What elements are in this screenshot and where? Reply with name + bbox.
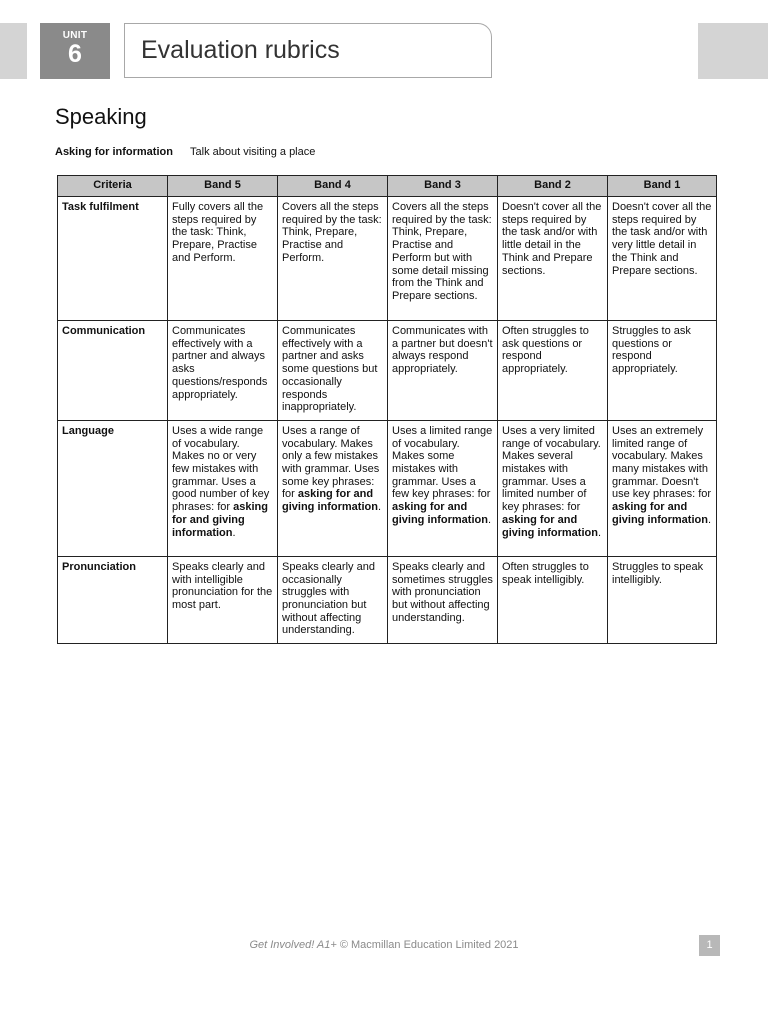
table-cell: Covers all the steps required by the task: Think, Prepare, Practise and Perform.	[278, 197, 388, 321]
footer	[0, 939, 768, 951]
key-phrase: asking for and giving information	[502, 513, 598, 539]
cell-text: Uses a range of vocabulary. Makes only a few mistakes with grammar. Uses some key phrases: for	[282, 424, 380, 501]
table-cell: Speaks clearly and occasionally struggles with pronunciation but without affecting understanding.	[278, 556, 388, 643]
table-cell: Communicates effectively with a partner and always asks questions/responds appropriately.	[168, 321, 278, 421]
table-cell	[608, 420, 717, 556]
book-title: Get Involved! A1+	[249, 939, 337, 951]
table-cell: Often struggles to ask questions or respond appropriately.	[498, 321, 608, 421]
criterion-cell: Language	[58, 420, 168, 556]
cell-text: Uses a very limited range of vocabulary. Makes several mistakes with grammar. Uses a limited number of key phrases: for	[502, 424, 601, 514]
table-cell: Doesn't cover all the steps required by the task and/or with very little detail in the Think and Prepare sections.	[608, 197, 717, 321]
key-phrase: asking for and giving information	[392, 501, 488, 526]
table-cell: Struggles to speak intelligibly.	[608, 556, 717, 643]
header-band-5: Band 5	[168, 176, 278, 197]
cell-text: Uses a limited range of vocabulary. Makes some mistakes with grammar. Uses a few key phrases: for	[392, 424, 493, 501]
table-cell	[388, 420, 498, 556]
header-row	[58, 176, 717, 197]
unit-number: 6	[68, 40, 82, 68]
table-row	[58, 556, 717, 643]
cell-end: .	[487, 513, 492, 526]
header-band-4: Band 4	[278, 176, 388, 197]
table-cell	[168, 420, 278, 556]
page-title: Evaluation rubrics	[141, 36, 340, 64]
table-cell: Speaks clearly and with intelligible pronunciation for the most part.	[168, 556, 278, 643]
section-title: Speaking	[55, 104, 147, 129]
header-band-1: Band 1	[608, 176, 717, 197]
criterion-cell: Communication	[58, 321, 168, 421]
criterion-cell: Task fulfilment	[58, 197, 168, 321]
key-phrase: asking for and giving information	[612, 501, 708, 526]
table-cell	[278, 420, 388, 556]
header-band-3: Band 3	[388, 176, 498, 197]
copyright: © Macmillan Education Limited 2021	[336, 939, 519, 951]
left-tab-block	[0, 23, 27, 79]
header-band-2: Band 2	[498, 176, 608, 197]
cell-end: .	[377, 501, 382, 514]
key-phrase: asking for and giving information	[282, 488, 378, 514]
unit-badge	[40, 23, 110, 79]
criterion-cell: Pronunciation	[58, 556, 168, 643]
cell-end: .	[597, 526, 602, 539]
cell-text: Uses an extremely limited range of vocabulary. Makes many mistakes with grammar. Doesn't use key phrases: for	[612, 424, 712, 501]
right-tab-block	[698, 23, 768, 79]
table-cell: Communicates effectively with a partner and asks some questions but occasionally responds inappropriately.	[278, 321, 388, 421]
title-box	[124, 23, 492, 78]
key-phrase: asking for and giving information	[172, 501, 268, 539]
cell-text: Uses a wide range of vocabulary. Makes no or very few mistakes with grammar. Uses a good number of key phrases: for	[172, 424, 270, 514]
table-row	[58, 420, 717, 556]
rubric-table	[57, 175, 717, 644]
cell-end: .	[707, 513, 712, 526]
header-criteria: Criteria	[58, 176, 168, 197]
task-line	[55, 146, 315, 158]
table-cell: Struggles to ask questions or respond appropriately.	[608, 321, 717, 421]
table-cell: Speaks clearly and sometimes struggles with pronunciation but without affecting understanding.	[388, 556, 498, 643]
unit-label: UNIT	[62, 30, 88, 41]
task-description: Talk about visiting a place	[190, 146, 316, 158]
table-cell: Fully covers all the steps required by the task: Think, Prepare, Practise and Perform.	[168, 197, 278, 321]
table-cell: Communicates with a partner but doesn't always respond appropriately.	[388, 321, 498, 421]
table-cell: Often struggles to speak intelligibly.	[498, 556, 608, 643]
task-label: Asking for information	[55, 146, 173, 158]
cell-end: .	[232, 526, 236, 539]
table-row	[58, 197, 717, 321]
table-cell: Doesn't cover all the steps required by the task and/or with little detail in the Think and Prepare sections.	[498, 197, 608, 321]
page-number: 1	[699, 935, 720, 956]
table-cell	[498, 420, 608, 556]
table-row	[58, 321, 717, 421]
table-cell: Covers all the steps required by the task: Think, Prepare, Practise and Perform but with some detail missing from the Think and Prepare sections.	[388, 197, 498, 321]
